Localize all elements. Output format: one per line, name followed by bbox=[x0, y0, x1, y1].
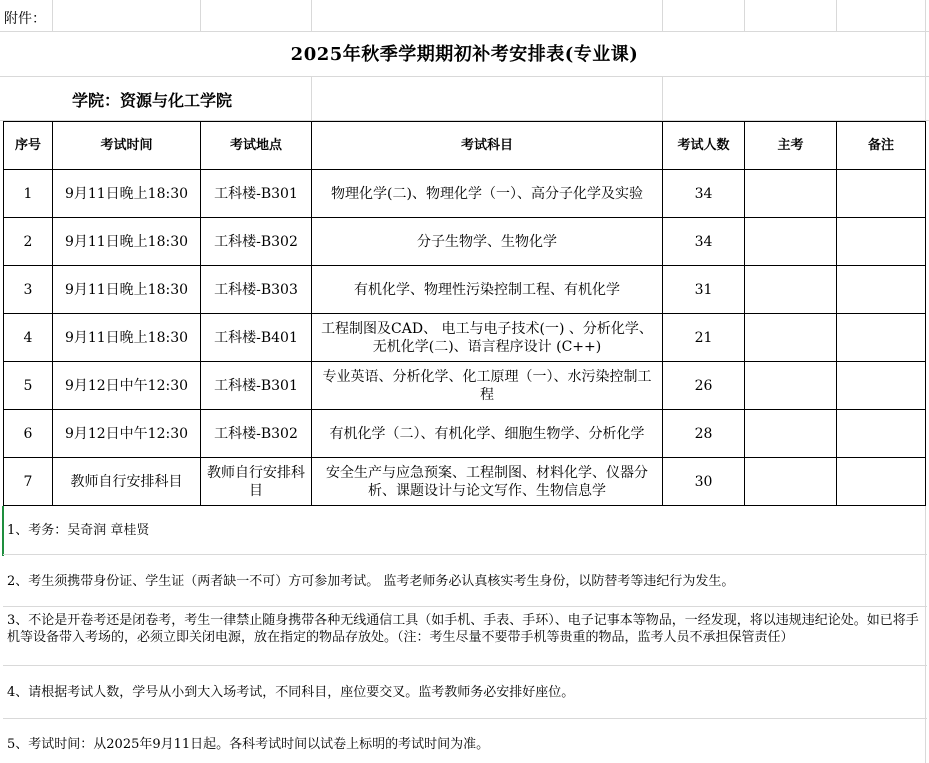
cell-subjects[interactable]: 有机化学、物理性污染控制工程、有机化学 bbox=[312, 266, 663, 314]
table-row bbox=[4, 458, 926, 506]
note-4[interactable]: 4、请根据考试人数，学号从小到大入场考试，不同科目，座位要交叉。监考教师务必安排好座位。 bbox=[3, 666, 927, 719]
grid-col bbox=[311, 76, 312, 120]
grid-col bbox=[662, 76, 663, 120]
cell-count[interactable]: 34 bbox=[663, 218, 745, 266]
cell-subjects[interactable]: 有机化学（二）、有机化学、细胞生物学、分析化学 bbox=[312, 410, 663, 458]
grid-col bbox=[52, 0, 53, 31]
grid-col bbox=[836, 0, 837, 31]
cell-examiner[interactable] bbox=[745, 314, 837, 362]
cell-examiner[interactable] bbox=[745, 266, 837, 314]
cell-examiner[interactable] bbox=[745, 410, 837, 458]
cell-examiner[interactable] bbox=[745, 218, 837, 266]
grid-col bbox=[311, 0, 312, 31]
cell-no[interactable]: 6 bbox=[4, 410, 53, 458]
cell-place[interactable]: 工科楼-B301 bbox=[201, 362, 312, 410]
cell-subjects[interactable]: 分子生物学、生物化学 bbox=[312, 218, 663, 266]
cell-time[interactable]: 9月12日中午12:30 bbox=[53, 362, 201, 410]
header-place: 考试地点 bbox=[201, 122, 312, 170]
cell-remark[interactable] bbox=[837, 314, 926, 362]
cell-subjects[interactable]: 物理化学(二)、物理化学（一）、高分子化学及实验 bbox=[312, 170, 663, 218]
cell-place[interactable]: 工科楼-B302 bbox=[201, 410, 312, 458]
cell-examiner[interactable] bbox=[745, 170, 837, 218]
cell-place[interactable]: 工科楼-B401 bbox=[201, 314, 312, 362]
cell-place[interactable]: 工科楼-B302 bbox=[201, 218, 312, 266]
cell-time[interactable]: 9月11日晚上18:30 bbox=[53, 218, 201, 266]
cell-no[interactable]: 5 bbox=[4, 362, 53, 410]
cell-count[interactable]: 28 bbox=[663, 410, 745, 458]
cell-time[interactable]: 教师自行安排科目 bbox=[53, 458, 201, 506]
cell-no[interactable]: 2 bbox=[4, 218, 53, 266]
note-5[interactable]: 5、考试时间：从2025年9月11日起。各科考试时间以试卷上标明的考试时间为准。 bbox=[7, 737, 490, 752]
header-no: 序号 bbox=[4, 122, 53, 170]
header-subjects: 考试科目 bbox=[312, 122, 663, 170]
cell-remark[interactable] bbox=[837, 218, 926, 266]
cell-count[interactable]: 34 bbox=[663, 170, 745, 218]
cell-examiner[interactable] bbox=[745, 458, 837, 506]
cell-time[interactable]: 9月11日晚上18:30 bbox=[53, 266, 201, 314]
cell-place[interactable]: 工科楼-B303 bbox=[201, 266, 312, 314]
cell-remark[interactable] bbox=[837, 362, 926, 410]
header-count: 考试人数 bbox=[663, 122, 745, 170]
table-row bbox=[4, 170, 926, 218]
cell-no[interactable]: 4 bbox=[4, 314, 53, 362]
page-title: 2025年秋季学期期初补考安排表(专业课) bbox=[290, 44, 639, 65]
header-remark: 备注 bbox=[837, 122, 926, 170]
cell-subjects[interactable]: 专业英语、分析化学、化工原理（一）、水污染控制工程 bbox=[312, 362, 663, 410]
cell-count[interactable]: 21 bbox=[663, 314, 745, 362]
cell-remark[interactable] bbox=[837, 266, 926, 314]
cell-time[interactable]: 9月11日晚上18:30 bbox=[53, 314, 201, 362]
cell-count[interactable]: 26 bbox=[663, 362, 745, 410]
cell-subjects[interactable]: 安全生产与应急预案、工程制图、材料化学、仪器分析、课题设计与论文写作、生物信息学 bbox=[312, 458, 663, 506]
cell-remark[interactable] bbox=[837, 458, 926, 506]
table-row bbox=[4, 314, 926, 362]
table-row bbox=[4, 266, 926, 314]
cell-count[interactable]: 30 bbox=[663, 458, 745, 506]
cell-no[interactable]: 7 bbox=[4, 458, 53, 506]
grid-col bbox=[744, 0, 745, 31]
grid-col bbox=[662, 0, 663, 31]
cell-subjects[interactable]: 工程制图及CAD、 电工与电子技术(一) 、分析化学、无机化学(二)、语言程序设计 (C++) bbox=[312, 314, 663, 362]
cell-place[interactable]: 工科楼-B301 bbox=[201, 170, 312, 218]
table-row bbox=[4, 218, 926, 266]
cell-place[interactable]: 教师自行安排科目 bbox=[201, 458, 312, 506]
cell-time[interactable]: 9月11日晚上18:30 bbox=[53, 170, 201, 218]
cell-examiner[interactable] bbox=[745, 362, 837, 410]
cell-time[interactable]: 9月12日中午12:30 bbox=[53, 410, 201, 458]
cell-no[interactable]: 1 bbox=[4, 170, 53, 218]
note-3[interactable]: 3、不论是开卷考还是闭卷考，考生一律禁止随身携带各种无线通信工具（如手机、手表、手环）、电子记事本等物品，一经发现，将以违规违纪论处。如已将手机等设备带入考场的，必须立即关闭电源，放在指定的物品存放处。（注：考生尽量不要带手机等贵重的物品，监考人员不承担保管责任） bbox=[3, 607, 927, 666]
cell-count[interactable]: 31 bbox=[663, 266, 745, 314]
header-time: 考试时间 bbox=[53, 122, 201, 170]
grid-row bbox=[0, 0, 929, 32]
note-2[interactable]: 2、考生须携带身份证、学生证（两者缺一不可）方可参加考试。 监考老师务必认真核实考生身份，以防替考等违纪行为发生。 bbox=[3, 555, 927, 607]
table-row bbox=[4, 410, 926, 458]
note-1[interactable]: 1、考务：吴奇润 章桂贤 bbox=[3, 506, 927, 555]
cell-remark[interactable] bbox=[837, 410, 926, 458]
cell-remark[interactable] bbox=[837, 170, 926, 218]
table-header-row bbox=[4, 122, 926, 170]
table-row bbox=[4, 362, 926, 410]
header-examiner: 主考 bbox=[745, 122, 837, 170]
grid-col bbox=[200, 0, 201, 31]
college-label: 学院：资源与化工学院 bbox=[72, 91, 233, 110]
attachment-label: 附件： bbox=[4, 11, 46, 27]
cell-no[interactable]: 3 bbox=[4, 266, 53, 314]
schedule-table bbox=[3, 121, 926, 506]
